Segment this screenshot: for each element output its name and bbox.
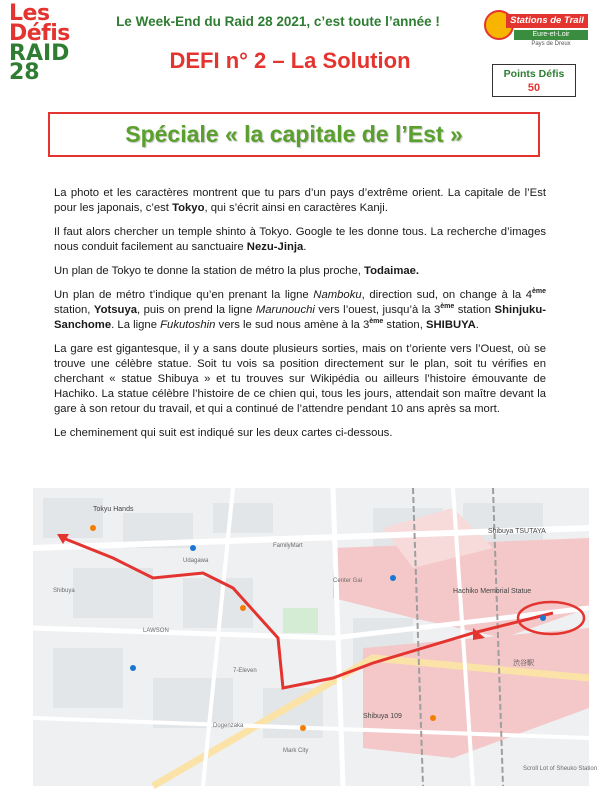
points-box xyxy=(492,64,576,97)
p4-sup-3: ème xyxy=(369,318,384,326)
p4-bold-yotsuya: Yotsuya xyxy=(93,304,138,316)
p4-text-c: , direction sud, on change à la 4 xyxy=(361,289,532,301)
map-label-shibuya109: Shibuya 109 xyxy=(363,713,402,720)
trail-logo-name: Stations de Trail xyxy=(506,14,588,28)
p4-italic-marunouchi: Marunouchi xyxy=(255,304,315,316)
p3-text-a: Un plan de Tokyo te donne la station de métro la plus proche, xyxy=(54,265,365,277)
p4-sup-1: ème xyxy=(532,288,547,296)
paragraph-1 xyxy=(54,186,546,216)
p4-text-m: vers le sud nous amène à la 3 xyxy=(215,319,370,331)
p4-text-i: station xyxy=(454,304,495,316)
p1-bold-tokyo: Tokyo xyxy=(172,202,205,214)
logo-line-28: 28 xyxy=(9,60,40,86)
trail-logo-sub2: Pays de Dreux xyxy=(531,41,571,47)
points-label: Points Défis xyxy=(503,68,565,80)
logo-line-raid: RAID xyxy=(9,40,70,66)
map-label-lawson: LAWSON xyxy=(143,628,169,634)
trail-logo-sub: Eure-et-Loir xyxy=(514,30,588,40)
shibuya-map[interactable] xyxy=(33,488,598,786)
p4-bold-shinjuku: Shinjuku-Sanchome xyxy=(54,304,546,331)
page-title: DEFI n° 2 – La Solution xyxy=(169,48,411,73)
map-label-station: 渋谷駅 xyxy=(513,660,534,667)
points-value: 50 xyxy=(527,82,541,94)
p4-bold-shibuya: SHIBUYA xyxy=(425,319,476,331)
map-label-udagawa: Udagawa xyxy=(183,558,209,564)
p4-text-k: . La ligne xyxy=(111,319,161,331)
map-label-hachiko: Hachiko Memorial Statue xyxy=(453,588,532,595)
paragraph-5: La gare est gigantesque, il y a sans doute plusieurs sorties, mais on t’oriente vers l’Ouest, où se trouve une célèbre statue. Soit tu vois sa position directement sur le plan, soit tu vérifies en cherchant « statue Shibuya » et tu trouves sur Wikipédia ou ailleurs l’histoire émouvante de Hachiko. La statue célèbre l’histoire de ce chien qui, tous les jours, attendait son maître devant la gare à son retour du travail, et qui a continué de l’attendre pendant 10 ans après sa mort. xyxy=(54,343,546,415)
map-label-dogenzaka: Dogenzaka xyxy=(213,723,244,729)
paragraph-2 xyxy=(54,225,546,255)
map-label-tokyu: Tokyu Hands xyxy=(93,506,134,513)
map-label-mark-city: Mark City xyxy=(283,748,309,754)
p4-text-a: Un plan de métro t’indique qu’en prenant la ligne xyxy=(54,289,314,301)
p4-italic-namboku: Namboku xyxy=(313,289,362,301)
map-label-center-gai: Center Gai xyxy=(333,578,363,584)
subtitle: Spéciale « la capitale de l’Est » xyxy=(125,121,463,147)
p4-text-h: vers l’ouest, jusqu’à la 3 xyxy=(314,304,441,316)
weekend-banner: Le Week-End du Raid 28 2021, c’est toute l’année ! xyxy=(116,14,440,29)
p1-text-c: , qui s’écrit ainsi en caractères Kanji. xyxy=(204,202,388,214)
map-scale: Scroll Lot of Sheuko Station xyxy=(523,766,598,772)
stations-de-trail-logo xyxy=(484,8,588,48)
map-label-shibuya: Shibuya xyxy=(53,588,75,594)
subtitle-box xyxy=(48,112,540,157)
paragraph-3 xyxy=(54,264,546,279)
p4-text-n: station, xyxy=(383,319,426,331)
p3-bold-todaimae: Todaimae. xyxy=(364,265,420,277)
p4-text-p: . xyxy=(475,319,479,331)
p4-text-d: station, xyxy=(54,304,94,316)
map-label-seven: 7-Eleven xyxy=(233,668,257,674)
logo-line-defis: Défis xyxy=(9,20,70,46)
map-label-familymart: FamilyMart xyxy=(273,543,303,549)
hachiko-pin-icon xyxy=(540,615,546,621)
p2-bold-nezu: Nezu-Jinja xyxy=(246,241,304,253)
p2-text-c: . xyxy=(303,241,307,253)
raid28-logo xyxy=(9,1,77,86)
p2-text-a: Il faut alors chercher un temple shinto à Tokyo. Google te les donne tous. La recherche d’images nous conduit facilement au sanctuaire xyxy=(54,226,546,253)
logo-line-les: Les xyxy=(9,1,50,26)
p4-text-f: , puis on prend la ligne xyxy=(137,304,256,316)
paragraph-6: Le cheminement qui suit est indiqué sur les deux cartes ci-dessous. xyxy=(54,427,393,439)
p4-italic-fukutoshin: Fukutoshin xyxy=(160,319,216,331)
paragraph-4 xyxy=(54,288,546,333)
p4-sup-2: ème xyxy=(440,303,455,311)
solution-text xyxy=(54,186,546,450)
p1-text-a: La photo et les caractères montrent que tu pars d’un pays d’extrême orient. La capitale de l’Est pour les japonais, c’est xyxy=(54,187,546,214)
map-label-tsutaya: Shibuya TSUTAYA xyxy=(488,528,546,535)
